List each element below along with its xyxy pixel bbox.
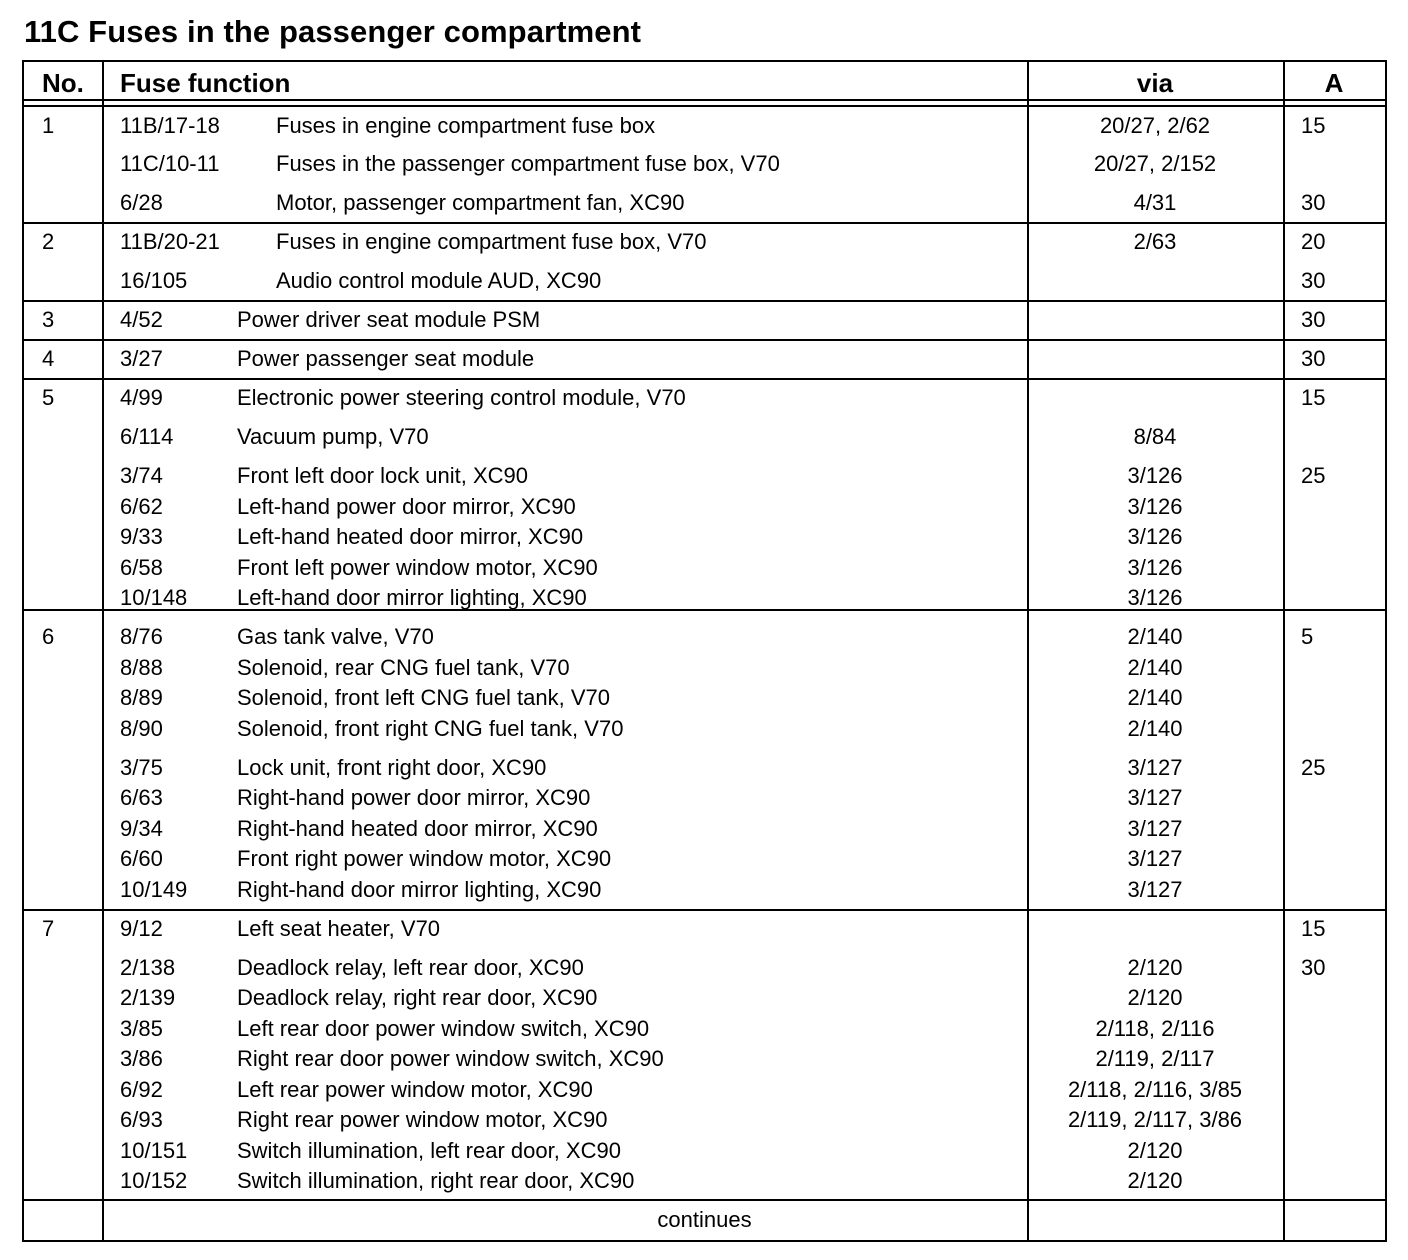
row-description: Deadlock relay, right rear door, XC90 xyxy=(237,985,598,1010)
row-code: 10/149 xyxy=(120,877,188,902)
header-underline xyxy=(24,105,1385,107)
row-description: Left rear power window motor, XC90 xyxy=(237,1077,593,1102)
row-code: 6/28 xyxy=(120,190,163,215)
row-amp: 30 xyxy=(1301,190,1326,215)
row-description: Lock unit, front right door, XC90 xyxy=(237,755,547,780)
page-title: 11C Fuses in the passenger compartment xyxy=(24,14,642,49)
row-via: 2/118, 2/116 xyxy=(1095,1016,1215,1041)
row-via: 20/27, 2/62 xyxy=(1099,113,1211,138)
row-via: 3/127 xyxy=(1127,785,1183,810)
header-underline xyxy=(24,99,1385,101)
row-description: Front left power window motor, XC90 xyxy=(237,555,598,580)
row-description: Solenoid, front right CNG fuel tank, V70 xyxy=(237,716,624,741)
row-code: 3/85 xyxy=(120,1016,163,1041)
row-description: Right rear power window motor, XC90 xyxy=(237,1107,608,1132)
row-via: 2/63 xyxy=(1133,229,1177,254)
row-via: 3/127 xyxy=(1127,877,1183,902)
row-via: 3/127 xyxy=(1127,816,1183,841)
row-code: 3/75 xyxy=(120,755,163,780)
row-code: 9/12 xyxy=(120,916,163,941)
footer-continues: continues xyxy=(657,1207,752,1232)
row-description: Right-hand door mirror lighting, XC90 xyxy=(237,877,602,902)
row-description: Right-hand power door mirror, XC90 xyxy=(237,785,591,810)
row-code: 4/52 xyxy=(120,307,163,332)
header-via: via xyxy=(1136,68,1174,98)
group-divider xyxy=(24,339,1385,341)
row-amp: 30 xyxy=(1301,955,1326,980)
row-description: Power passenger seat module xyxy=(237,346,535,371)
column-divider xyxy=(102,62,104,1240)
group-divider xyxy=(24,222,1385,224)
row-description: Front right power window motor, XC90 xyxy=(237,846,612,871)
header-function: Fuse function xyxy=(120,68,291,98)
row-via: 2/118, 2/116, 3/85 xyxy=(1067,1077,1243,1102)
row-code: 8/76 xyxy=(120,624,163,649)
row-description: Gas tank valve, V70 xyxy=(237,624,434,649)
row-code: 8/90 xyxy=(120,716,163,741)
row-via: 2/140 xyxy=(1127,624,1183,649)
row-via: 2/120 xyxy=(1127,955,1183,980)
row-via: 2/140 xyxy=(1127,655,1183,680)
row-amp: 25 xyxy=(1301,463,1326,488)
row-code: 10/148 xyxy=(120,585,188,610)
row-amp: 30 xyxy=(1301,307,1326,332)
row-via: 2/140 xyxy=(1127,716,1183,741)
row-code: 6/92 xyxy=(120,1077,163,1102)
row-description: Left seat heater, V70 xyxy=(237,916,441,941)
row-code: 2/139 xyxy=(120,985,176,1010)
header-amp: A xyxy=(1324,68,1344,98)
row-via: 2/120 xyxy=(1127,1168,1183,1193)
row-code: 6/60 xyxy=(120,846,163,871)
row-description: Audio control module AUD, XC90 xyxy=(276,268,602,293)
row-code: 9/33 xyxy=(120,524,163,549)
row-via: 20/27, 2/152 xyxy=(1093,151,1217,176)
row-code: 6/63 xyxy=(120,785,163,810)
row-number: 3 xyxy=(42,307,55,332)
row-description: Fuses in engine compartment fuse box xyxy=(276,113,656,138)
row-amp: 15 xyxy=(1301,385,1326,410)
row-code: 8/89 xyxy=(120,685,163,710)
row-amp: 30 xyxy=(1301,268,1326,293)
row-via: 2/119, 2/117 xyxy=(1095,1046,1215,1071)
row-code: 4/99 xyxy=(120,385,163,410)
row-number: 5 xyxy=(42,385,55,410)
row-description: Left rear door power window switch, XC90 xyxy=(237,1016,650,1041)
row-via: 3/126 xyxy=(1127,555,1183,580)
fuse-table xyxy=(22,60,1387,1242)
row-code: 6/114 xyxy=(120,424,174,449)
row-description: Right rear door power window switch, XC90 xyxy=(237,1046,664,1071)
row-description: Motor, passenger compartment fan, XC90 xyxy=(276,190,685,215)
row-description: Front left door lock unit, XC90 xyxy=(237,463,529,488)
row-description: Solenoid, front left CNG fuel tank, V70 xyxy=(237,685,610,710)
group-divider xyxy=(24,300,1385,302)
row-code: 11C/10-11 xyxy=(120,151,220,176)
row-code: 8/88 xyxy=(120,655,163,680)
row-code: 10/151 xyxy=(120,1138,188,1163)
row-via: 2/120 xyxy=(1127,1138,1183,1163)
row-number: 1 xyxy=(42,113,55,138)
row-code: 11B/17-18 xyxy=(120,113,220,138)
row-description: Solenoid, rear CNG fuel tank, V70 xyxy=(237,655,570,680)
row-description: Fuses in the passenger compartment fuse box, V70 xyxy=(276,151,780,176)
row-via: 3/126 xyxy=(1127,585,1183,610)
row-description: Electronic power steering control module, V70 xyxy=(237,385,686,410)
row-number: 7 xyxy=(42,916,55,941)
row-number: 2 xyxy=(42,229,55,254)
row-amp: 20 xyxy=(1301,229,1326,254)
row-code: 16/105 xyxy=(120,268,188,293)
row-description: Switch illumination, right rear door, XC90 xyxy=(237,1168,635,1193)
row-via: 2/140 xyxy=(1127,685,1183,710)
row-code: 2/138 xyxy=(120,955,176,980)
row-amp: 15 xyxy=(1301,916,1326,941)
row-description: Left-hand door mirror lighting, XC90 xyxy=(237,585,587,610)
row-via: 4/31 xyxy=(1133,190,1177,215)
header-no: No. xyxy=(42,68,84,98)
row-description: Fuses in engine compartment fuse box, V70 xyxy=(276,229,707,254)
row-code: 3/27 xyxy=(120,346,163,371)
row-via: 3/127 xyxy=(1127,755,1183,780)
row-amp: 15 xyxy=(1301,113,1326,138)
row-description: Switch illumination, left rear door, XC90 xyxy=(237,1138,621,1163)
row-amp: 5 xyxy=(1301,624,1314,649)
column-divider xyxy=(1283,62,1285,1240)
row-via: 8/84 xyxy=(1133,424,1177,449)
row-description: Vacuum pump, V70 xyxy=(237,424,429,449)
row-code: 6/58 xyxy=(120,555,163,580)
row-description: Right-hand heated door mirror, XC90 xyxy=(237,816,598,841)
row-code: 3/86 xyxy=(120,1046,163,1071)
group-divider xyxy=(24,909,1385,911)
row-code: 9/34 xyxy=(120,816,163,841)
row-via: 3/126 xyxy=(1127,524,1183,549)
row-code: 6/93 xyxy=(120,1107,163,1132)
row-amp: 25 xyxy=(1301,755,1326,780)
row-description: Deadlock relay, left rear door, XC90 xyxy=(237,955,584,980)
row-code: 10/152 xyxy=(120,1168,188,1193)
row-via: 2/120 xyxy=(1127,985,1183,1010)
row-amp: 30 xyxy=(1301,346,1326,371)
footer-divider xyxy=(24,1199,1385,1201)
row-code: 6/62 xyxy=(120,494,163,519)
row-code: 11B/20-21 xyxy=(120,229,220,254)
row-description: Left-hand heated door mirror, XC90 xyxy=(237,524,584,549)
row-via: 3/126 xyxy=(1127,494,1183,519)
row-via: 3/126 xyxy=(1127,463,1183,488)
group-divider xyxy=(24,378,1385,380)
row-description: Left-hand power door mirror, XC90 xyxy=(237,494,576,519)
row-description: Power driver seat module PSM xyxy=(237,307,541,332)
row-via: 2/119, 2/117, 3/86 xyxy=(1067,1107,1243,1132)
row-via: 3/127 xyxy=(1127,846,1183,871)
row-number: 6 xyxy=(42,624,55,649)
row-code: 3/74 xyxy=(120,463,163,488)
row-number: 4 xyxy=(42,346,55,371)
